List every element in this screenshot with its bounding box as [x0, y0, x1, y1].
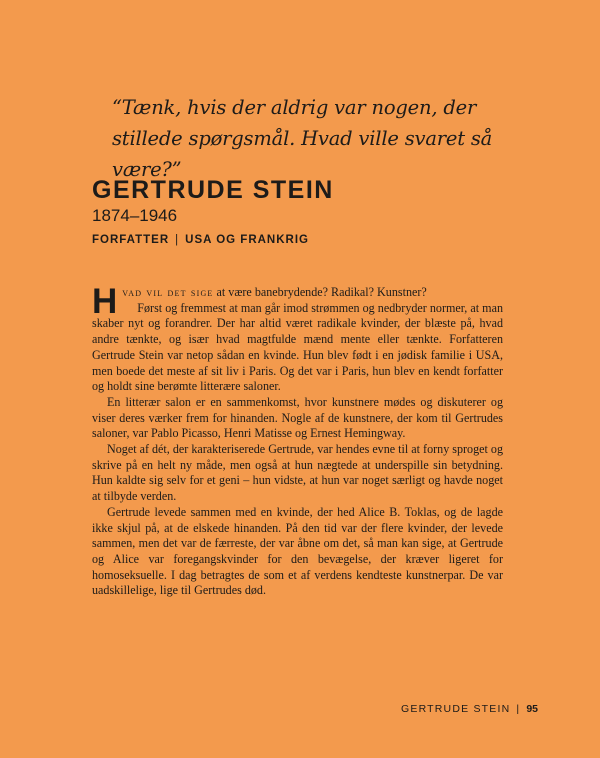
paragraph-5: Gertrude levede sammen med en kvinde, der hed Alice B. Toklas, og de lagde ikke skjul på, at de elskede hinanden. På den tid var der flere kvinder, der levede sammen, men det var de færreste, der var åbne om det, så man kan sige, at Gertrude og Alice var foregangskvinder for den bevægelse, der kræver ligeret for homoseksuelle. I dag betragtes de som et af verdens kendteste kunstnerpar. De var uadskillelige, lige til Gertrudes død. — [92, 504, 503, 598]
lead-smallcaps: vad vil det sige — [122, 285, 214, 299]
paragraph-3: En litterær salon er en sammenkomst, hvor kunstnere mødes og diskuterer og viser deres værker frem for hinanden. Nogle af de kunstnere, der kom til Gertrudes saloner, var Pablo Picasso, Henri Matisse og Ernest Hemingway. — [92, 394, 503, 441]
meta-separator: | — [175, 234, 180, 246]
person-years: 1874–1946 — [92, 206, 178, 225]
paragraph-1 — [92, 282, 503, 321]
paragraph-2: Først og fremmest at man går imod strømmen og nedbryder normer, at man skaber nyt og forandrer. Der har altid været radikale kvinder, der blæste på, hvad andre tænkte, og især hvad magtfulde mænd mente eller tænkte. Forfatteren Gertrude Stein var netop sådan en kvinde. Hun blev født i en jødisk familie i USA, men boede det meste af sit liv i Paris. Og det var i Paris, hun blev en kendt forfatter og holdt sine berømte litterære saloner. — [92, 300, 503, 394]
footer-separator: | — [516, 703, 521, 715]
page-number: 95 — [526, 703, 538, 715]
drop-cap: H — [92, 282, 118, 321]
running-head: GERTRUDE STEIN — [401, 703, 511, 715]
article-body — [92, 282, 503, 599]
person-name: GERTRUDE STEIN — [92, 176, 334, 204]
person-meta — [92, 234, 309, 246]
paragraph-1-text: at være banebrydende? Radikal? Kunstner? — [213, 285, 427, 299]
person-place: USA OG FRANKRIG — [185, 234, 309, 246]
person-role: FORFATTER — [92, 234, 170, 246]
pull-quote: “Tænk, hvis der aldrig var nogen, der stillede spørgsmål. Hvad ville svaret så være?” — [112, 96, 493, 181]
page-footer — [401, 703, 538, 715]
paragraph-4: Noget af dét, der karakteriserede Gertrude, var hendes evne til at forny sproget og skrive på en helt ny måde, men også at hun nægtede at underspille sin betydning. Hun kaldte sig selv for et geni – hun vidste, at hun var noget særligt og havde noget at tilbyde verden. — [92, 442, 503, 504]
